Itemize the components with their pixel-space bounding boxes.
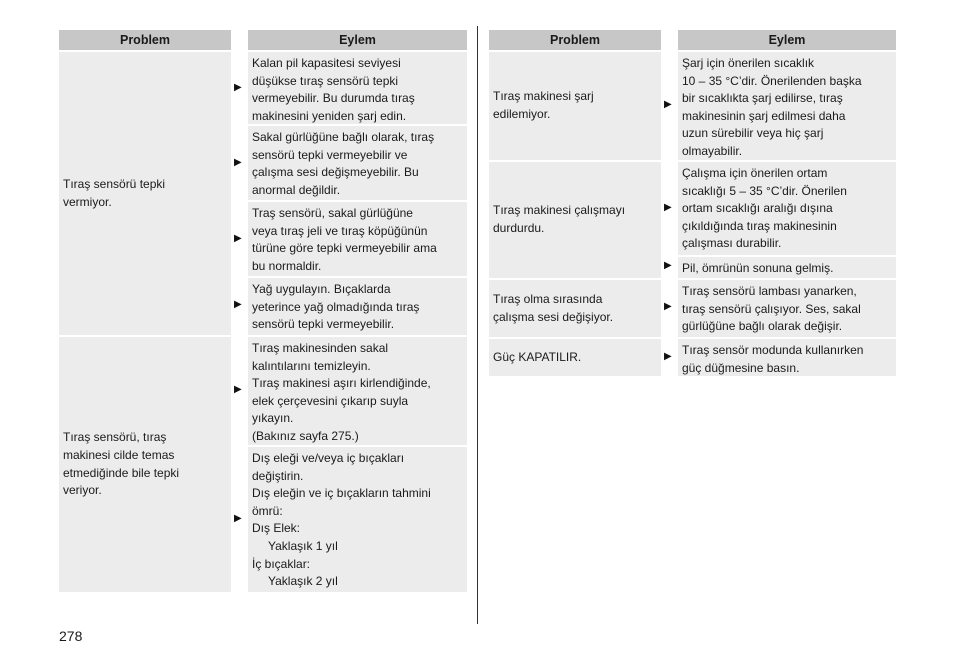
left-problem-1-cell	[59, 52, 231, 335]
right-action-2a-cell: Çalışma için önerilen ortam sıcaklığı 5 – 35 °C’dir. Önerilen ortam sıcaklığı aralığı dışına çıkıldığında tıraş makinesinin çalışması durabilir.	[678, 162, 896, 255]
right-problem-3-text: Tıraş olma sırasında çalışma sesi değişiyor.	[493, 291, 614, 324]
arrow-icon: ▶	[234, 233, 242, 244]
arrow-icon: ▶	[234, 82, 242, 93]
right-action-1-cell: Şarj için önerilen sıcaklık 10 – 35 °C’dir. Önerilenden başka bir sıcaklıkta şarj edilirse, tıraş makinesinin şarj edilmesi daha uzun sürebilir veya hiç şarj olmayabilir.	[678, 52, 896, 160]
right-action-header: Eylem	[678, 30, 896, 50]
right-problem-3-cell	[489, 280, 661, 337]
arrow-icon: ▶	[664, 351, 672, 362]
column-divider	[477, 26, 478, 624]
right-problem-1-text: Tıraş makinesi şarj edilemiyor.	[493, 89, 594, 121]
arrow-icon: ▶	[664, 99, 672, 110]
left-action-1c-cell: Traş sensörü, sakal gürlüğüne veya tıraş jeli ve tıraş köpüğünün türüne göre tepki vermeyebilir ama bu normaldir.	[248, 202, 467, 276]
arrow-icon: ▶	[234, 513, 242, 524]
right-action-4-cell: Tıraş sensör modunda kullanırken güç düğmesine basın.	[678, 339, 896, 376]
right-problem-2-cell	[489, 162, 661, 278]
left-action-1a-cell: Kalan pil kapasitesi seviyesi düşükse tıraş sensörü tepki vermeyebilir. Bu durumda tıraş makinesini yeniden şarj edin.	[248, 52, 467, 124]
left-problem-header: Problem	[59, 30, 231, 50]
right-problem-1-cell	[489, 52, 661, 160]
arrow-icon: ▶	[234, 384, 242, 395]
arrow-icon: ▶	[234, 157, 242, 168]
right-action-2b-cell: Pil, ömrünün sonuna gelmiş.	[678, 257, 896, 278]
right-problem-4-cell	[489, 339, 661, 376]
left-problem-2-cell	[59, 337, 231, 592]
left-action-1b-cell: Sakal gürlüğüne bağlı olarak, tıraş sensörü tepki vermeyebilir ve çalışma sesi değişmeyebilir. Bu anormal değildir.	[248, 126, 467, 200]
right-problem-4-text: Güç KAPATILIR.	[493, 349, 582, 364]
arrow-icon: ▶	[664, 260, 672, 271]
right-problem-2-text: Tıraş makinesi çalışmayı durdurdu.	[493, 203, 626, 235]
arrow-icon: ▶	[664, 202, 672, 213]
left-action-2b-cell: Dış eleği ve/veya iç bıçakları değiştirin. Dış eleğin ve iç bıçakların tahmini ömrü: Dış Elek: Yaklaşık 1 yıl İç bıçaklar: Yaklaşık 2 yıl	[248, 447, 467, 592]
left-problem-1-text: Tıraş sensörü tepki vermiyor.	[63, 176, 166, 209]
right-action-3-cell: Tıraş sensörü lambası yanarken, tıraş sensörü çalışıyor. Ses, sakal gürlüğüne bağlı olarak değişir.	[678, 280, 896, 337]
left-action-2a-cell: Tıraş makinesinden sakal kalıntılarını temizleyin. Tıraş makinesi aşırı kirlendiğinde, elek çerçevesini çıkarıp suyla yıkayın. (Bakınız sayfa 275.)	[248, 337, 467, 445]
left-action-1d-cell: Yağ uygulayın. Bıçaklarda yeterince yağ olmadığında tıraş sensörü tepki vermeyebilir.	[248, 278, 467, 335]
right-problem-header: Problem	[489, 30, 661, 50]
arrow-icon: ▶	[664, 301, 672, 312]
arrow-icon: ▶	[234, 299, 242, 310]
left-action-header: Eylem	[248, 30, 467, 50]
page-number: 278	[59, 628, 83, 644]
left-problem-2-text: Tıraş sensörü, tıraş makinesi cilde temas etmediğinde bile tepki veriyor.	[63, 430, 180, 498]
